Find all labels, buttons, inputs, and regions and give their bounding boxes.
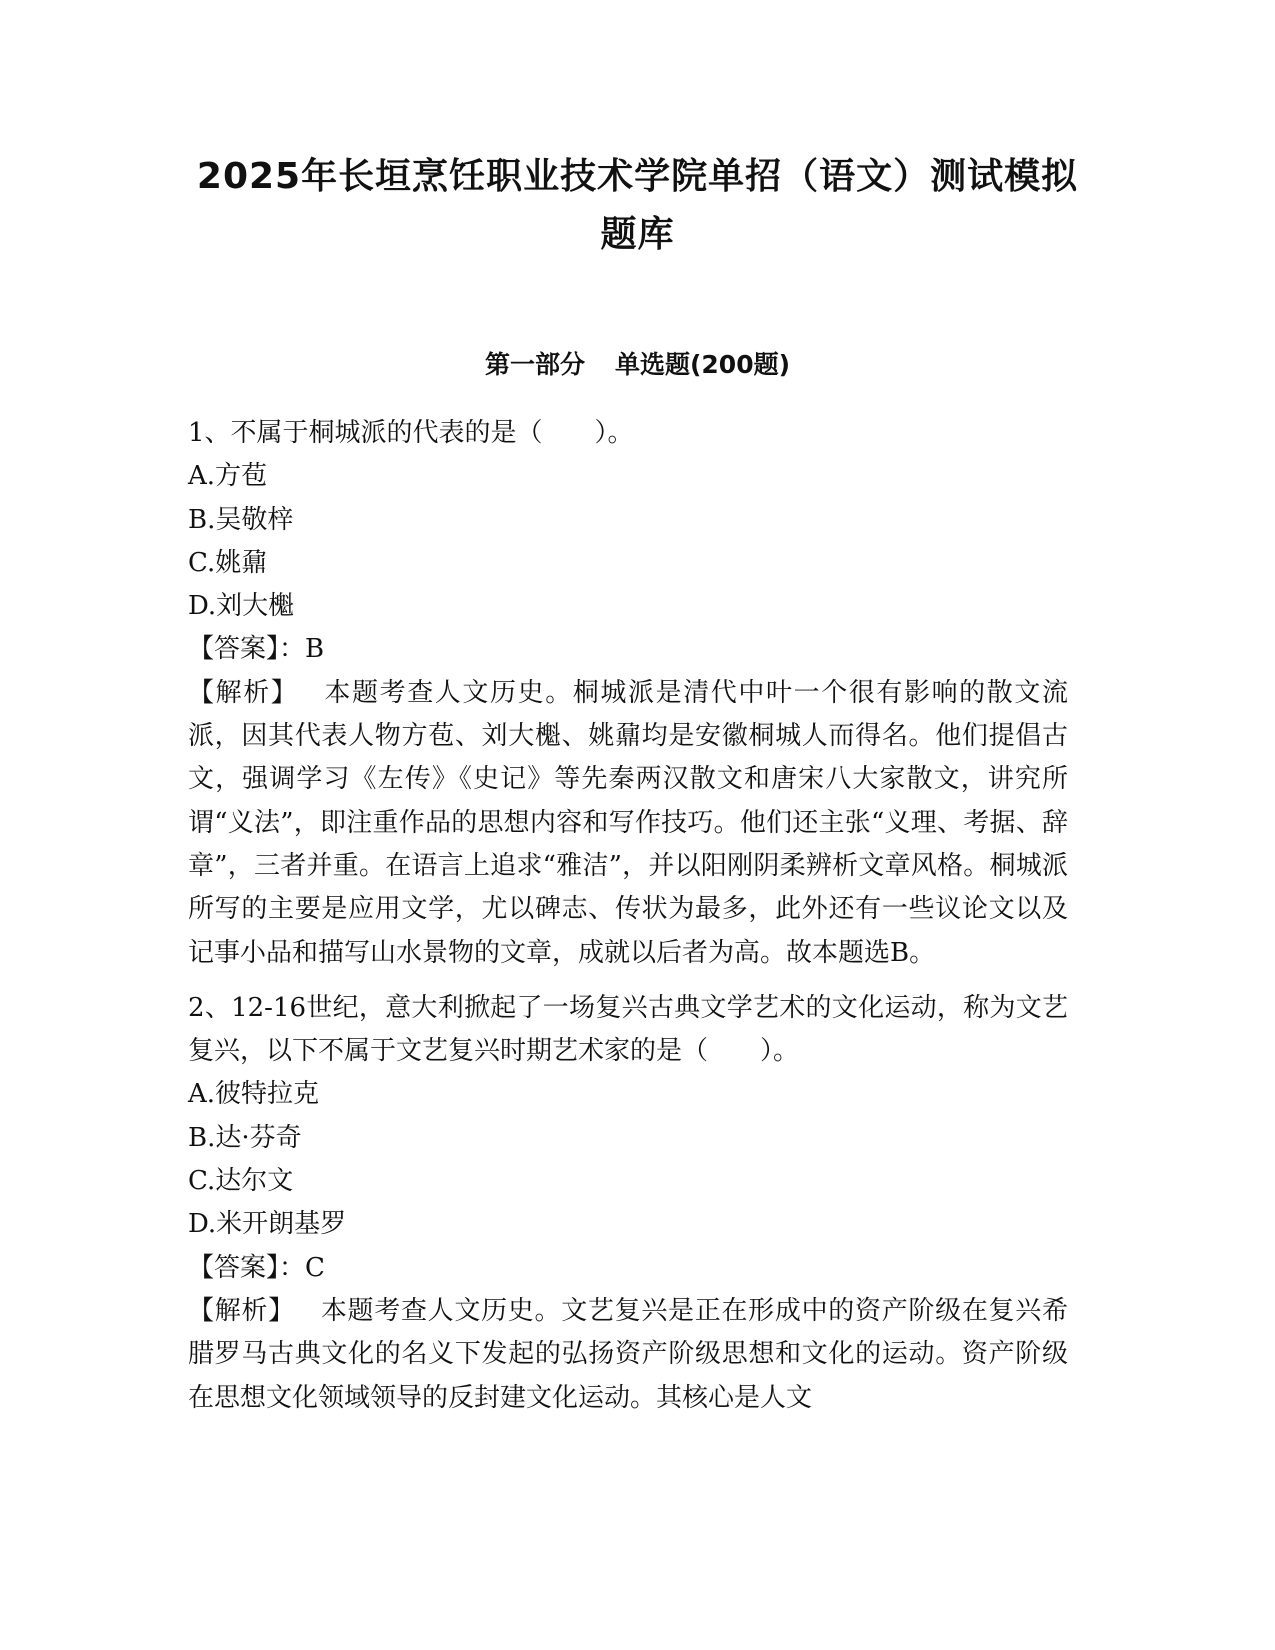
question-stem: 1、不属于桐城派的代表的是（ ）。 [188,418,634,448]
section-heading-part: 第一部分 [484,350,585,379]
analysis-paragraph [188,1290,1068,1420]
answer-line [188,628,1068,671]
question-option-d: D.刘大櫆 [188,591,295,622]
question-option-a: A.方苞 [188,461,268,492]
document-title [180,148,1095,264]
section-heading [180,347,1095,383]
analysis-label: 【解析】 [188,1295,295,1326]
question-item [188,412,1068,975]
question-option-a: A.彼特拉克 [188,1079,320,1110]
question-stem: 2、12-16世纪，意大利掀起了一场复兴古典文学艺术的文化运动，称为文艺复兴，以下不属于文艺复兴时期艺术家的是（ ）。 [188,992,1068,1067]
analysis-paragraph [188,672,1068,975]
document-title-line-2: 题库 [600,214,675,255]
answer-line [188,1247,1068,1290]
question-option-b: B.吴敬梓 [188,504,294,535]
question-option-d: D.米开朗基罗 [188,1209,347,1240]
analysis-text: 本题考查人文历史。文艺复兴是正在形成中的资产阶级在复兴希腊罗马古典文化的名义下发起的弘扬资产阶级思想和文化的运动。资产阶级在思想文化领域领导的反封建文化运动。其核心是人文 [188,1295,1068,1413]
question-spacer [188,975,1068,987]
analysis-label: 【解析】 [188,677,299,708]
question-option-c: C.姚鼐 [188,547,268,578]
question-item [188,987,1068,1420]
answer-value: B [305,634,325,665]
question-list [188,412,1068,1420]
section-heading-type: 单选题(200题) [614,350,791,379]
answer-label: 【答案】： [188,1252,306,1283]
answer-label: 【答案】： [188,634,306,665]
question-option-b: B.达·芬奇 [188,1122,302,1153]
question-option-c: C.达尔文 [188,1166,294,1197]
analysis-text: 本题考查人文历史。桐城派是清代中叶一个很有影响的散文流派，因其代表人物方苞、刘大櫆、姚鼐均是安徽桐城人而得名。他们提倡古文，强调学习《左传》《史记》等先秦两汉散文和唐宋八大家散文，讲究所谓“义法”，即注重作品的思想内容和写作技巧。他们还主张“义理、考据、辞章”，三者并重。在语言上追求“雅洁”，并以阳刚阴柔辨析文章风格。桐城派所写的主要是应用文学，尤以碑志、传状为最多，此外还有一些议论文以及记事小品和描写山水景物的文章，成就以后者为高。故本题选B。 [188,677,1068,968]
document-title-line-1: 2025年长垣烹饪职业技术学院单招（语文）测试模拟 [196,156,1079,197]
answer-value: C [305,1252,325,1283]
